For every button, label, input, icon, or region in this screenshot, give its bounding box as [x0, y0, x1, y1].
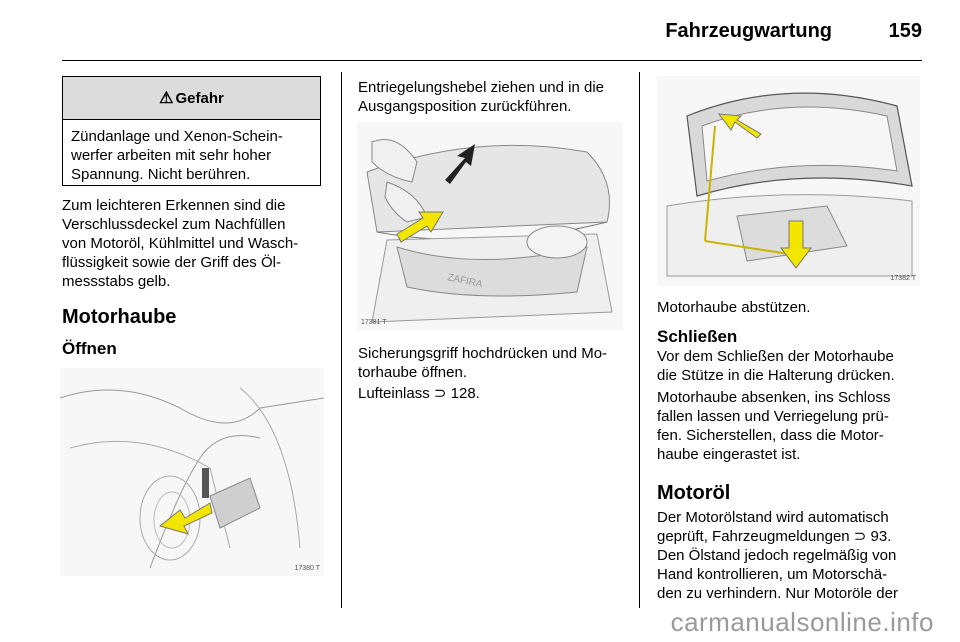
text-line: torhaube öffnen.	[358, 364, 467, 381]
heading-motorhaube: Motorhaube	[62, 306, 177, 328]
bonnet-stay-illustration	[657, 76, 920, 286]
text-line: fen. Sicherstellen, dass die Motor-	[657, 427, 884, 444]
text-line: Hand kontrollieren, um Motorschä-	[657, 566, 888, 583]
paragraph-prop-bonnet: Motorhaube abstützen.	[657, 299, 811, 316]
figure-code: 17382 T	[890, 275, 916, 282]
heading-schliessen: Schließen	[657, 327, 738, 346]
page-header-title: Fahrzeugwartung	[665, 20, 832, 42]
column-divider-1	[341, 72, 342, 608]
paragraph-closing	[657, 347, 895, 385]
text-line: von Motoröl, Kühlmittel und Wasch-	[62, 235, 299, 252]
text-line: den zu verhindern. Nur Motoröle der	[657, 585, 898, 602]
text-line: haube eingerastet ist.	[657, 446, 801, 463]
release-lever-illustration	[60, 368, 324, 576]
warning-box-header	[63, 77, 320, 120]
page-reference-icon: ⊃	[433, 385, 447, 402]
subheading-oeffnen: Öffnen	[62, 339, 117, 358]
paragraph-cap-colors	[62, 196, 298, 291]
text-line: Den Ölstand jedoch regelmäßig von	[657, 547, 897, 564]
text-line: Vor dem Schließen der Motorhaube	[657, 348, 894, 365]
text-line: messstabs gelb.	[62, 273, 171, 290]
warning-line: werfer arbeiten mit sehr hoher	[71, 147, 272, 164]
page-number: 159	[888, 20, 922, 42]
text-line: Motorhaube absenken, ins Schloss	[657, 389, 891, 406]
paragraph-lower-bonnet	[657, 388, 890, 464]
safety-catch-illustration	[357, 122, 623, 330]
text-line: die Stütze in die Halterung drücken.	[657, 367, 895, 384]
text-line: Verschlussdeckel zum Nachfüllen	[62, 216, 286, 233]
text-line: flüssigkeit sowie der Griff des Öl-	[62, 254, 281, 271]
paragraph-release-lever	[358, 78, 604, 116]
figure-safety-catch	[357, 122, 623, 330]
header-divider	[62, 60, 922, 61]
figure-code: 17381 T	[361, 319, 387, 326]
text-line: geprüft, Fahrzeugmeldungen ⊃ 93.	[657, 528, 892, 545]
warning-box	[62, 76, 321, 186]
text-line: Sicherungsgriff hochdrücken und Mo-	[358, 345, 608, 362]
figure-code: 17380 T	[294, 565, 320, 572]
figure-release-lever	[60, 368, 324, 576]
warning-line: Zündanlage und Xenon-Schein-	[71, 128, 283, 145]
paragraph-safety-catch	[358, 344, 607, 382]
text-line: Der Motorölstand wird automatisch	[657, 509, 889, 526]
watermark: carmanualsonline.info	[670, 607, 934, 637]
figure-bonnet-stay	[657, 76, 920, 286]
warning-triangle-icon: ⚠	[159, 90, 174, 107]
warning-title: Gefahr	[175, 89, 224, 107]
column-divider-2	[639, 72, 640, 608]
reference-air-inlet	[358, 384, 480, 403]
text-line: Zum leichteren Erkennen sind die	[62, 197, 286, 214]
svg-text:ZAFIRA: ZAFIRA	[446, 272, 484, 291]
reference-text: Lufteinlass	[358, 385, 430, 402]
warning-text	[63, 120, 320, 191]
text-line: Entriegelungshebel ziehen und in die	[358, 79, 605, 96]
text-line: fallen lassen und Verriegelung prü-	[657, 408, 889, 425]
warning-line: Spannung. Nicht berühren.	[71, 166, 251, 183]
heading-motoroel: Motoröl	[657, 482, 731, 504]
paragraph-engine-oil	[657, 508, 898, 603]
reference-page: 128.	[450, 385, 480, 402]
text-line: Ausgangsposition zurückführen.	[358, 98, 572, 115]
